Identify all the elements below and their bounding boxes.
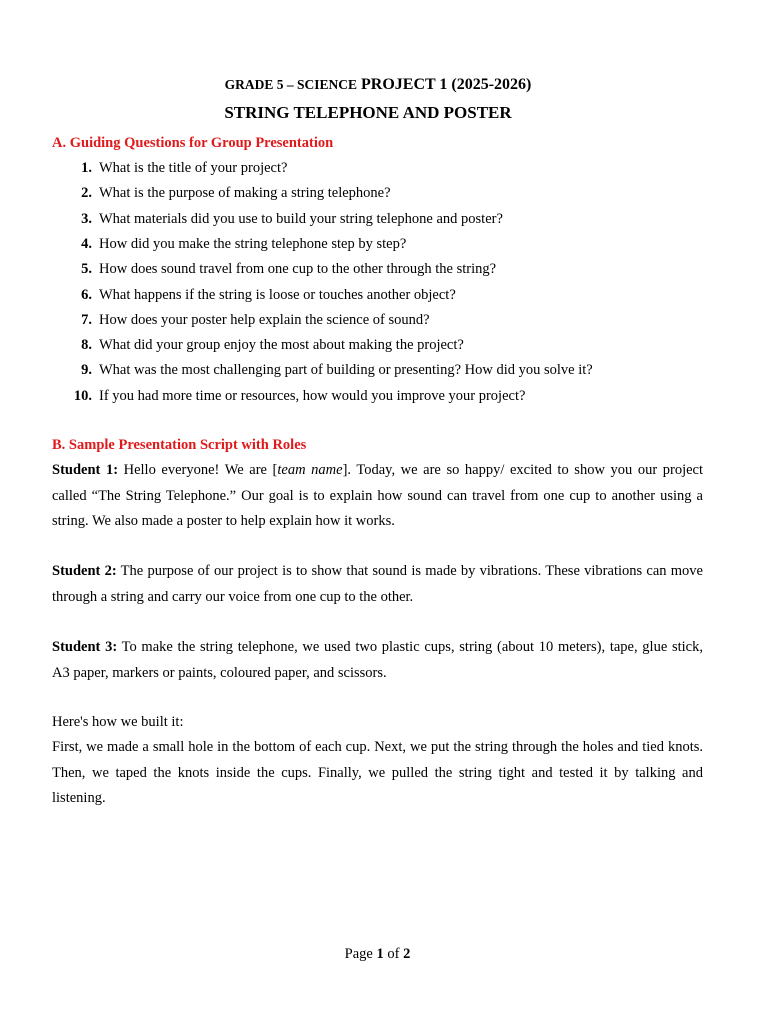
question-text: If you had more time or resources, how would you improve your project? bbox=[99, 387, 526, 404]
question-text: How does your poster help explain the science of sound? bbox=[99, 311, 430, 328]
of-word: of bbox=[383, 946, 404, 962]
question-text: What happens if the string is loose or touches another object? bbox=[99, 286, 456, 303]
student-3-paragraph bbox=[52, 635, 703, 686]
question-text: What was the most challenging part of building or presenting? How did you solve it? bbox=[99, 362, 593, 379]
question-number: 10. bbox=[73, 387, 92, 404]
title-dash: – bbox=[283, 77, 297, 92]
project-label: PROJECT 1 (2025-2026) bbox=[357, 76, 532, 93]
how-built-paragraph: First, we made a small hole in the bottom of each cup. Next, we put the string through the holes and tied knots. Then, we taped the knots inside the cups. Finally, we pulled the string tight and tested it by talking and listening. bbox=[52, 739, 703, 806]
page-footer bbox=[0, 946, 755, 963]
question-text: What materials did you use to build your string telephone and poster? bbox=[99, 210, 503, 227]
subject-label: SCIENCE bbox=[296, 77, 358, 92]
student-1-paragraph bbox=[52, 458, 703, 535]
student-2-paragraph bbox=[52, 559, 703, 610]
student-2-label: Student 2: bbox=[52, 563, 117, 579]
grade-label: GRADE 5 bbox=[224, 77, 284, 92]
how-built-intro: Here's how we built it: bbox=[52, 714, 184, 730]
student-3-label: Student 3: bbox=[52, 639, 118, 655]
section-b-heading: B. Sample Presentation Script with Roles bbox=[52, 437, 307, 453]
question-text: How did you make the string telephone step by step? bbox=[99, 235, 407, 252]
section-a-heading: A. Guiding Questions for Group Presentation bbox=[52, 135, 334, 151]
page-word: Page bbox=[344, 946, 377, 962]
document-title-grade bbox=[0, 76, 756, 94]
question-number: 3. bbox=[81, 210, 92, 227]
question-number: 6. bbox=[81, 286, 92, 303]
question-text: What is the purpose of making a string telephone? bbox=[99, 185, 391, 202]
page-total: 2 bbox=[403, 946, 411, 962]
question-number: 2. bbox=[81, 185, 92, 202]
question-number: 8. bbox=[81, 337, 92, 354]
question-text: What did your group enjoy the most about making the project? bbox=[99, 337, 464, 354]
student-1-text-cont: ]. Today, we are so happy/ excited to show you our project called “The String Telephone.” Our goal is to explain how sound can travel from one cup to another using a string. We also made a poster to help explain how it works. bbox=[52, 462, 704, 529]
question-number: 7. bbox=[81, 311, 92, 328]
question-text: What is the title of your project? bbox=[99, 160, 288, 176]
student-3-text: To make the string telephone, we used two plastic cups, string (about 10 meters), tape, glue stick, A3 paper, markers or paints, coloured paper, and scissors. bbox=[52, 639, 703, 681]
page-number: 1 bbox=[376, 946, 384, 962]
question-number: 9. bbox=[81, 362, 92, 379]
student-2-text: The purpose of our project is to show that sound is made by vibrations. These vibrations can move through a string and carry our voice from one cup to the other. bbox=[52, 563, 703, 605]
question-text: How does sound travel from one cup to the other through the string? bbox=[99, 261, 497, 278]
student-1-label: Student 1: bbox=[52, 462, 119, 478]
student-1-text: Hello everyone! We are [ bbox=[118, 462, 278, 478]
document-title-main: STRING TELEPHONE AND POSTER bbox=[224, 103, 512, 122]
question-number: 4. bbox=[81, 235, 92, 252]
question-number: 1. bbox=[81, 160, 92, 176]
team-name-placeholder: team name bbox=[277, 462, 343, 478]
question-number: 5. bbox=[81, 261, 92, 278]
